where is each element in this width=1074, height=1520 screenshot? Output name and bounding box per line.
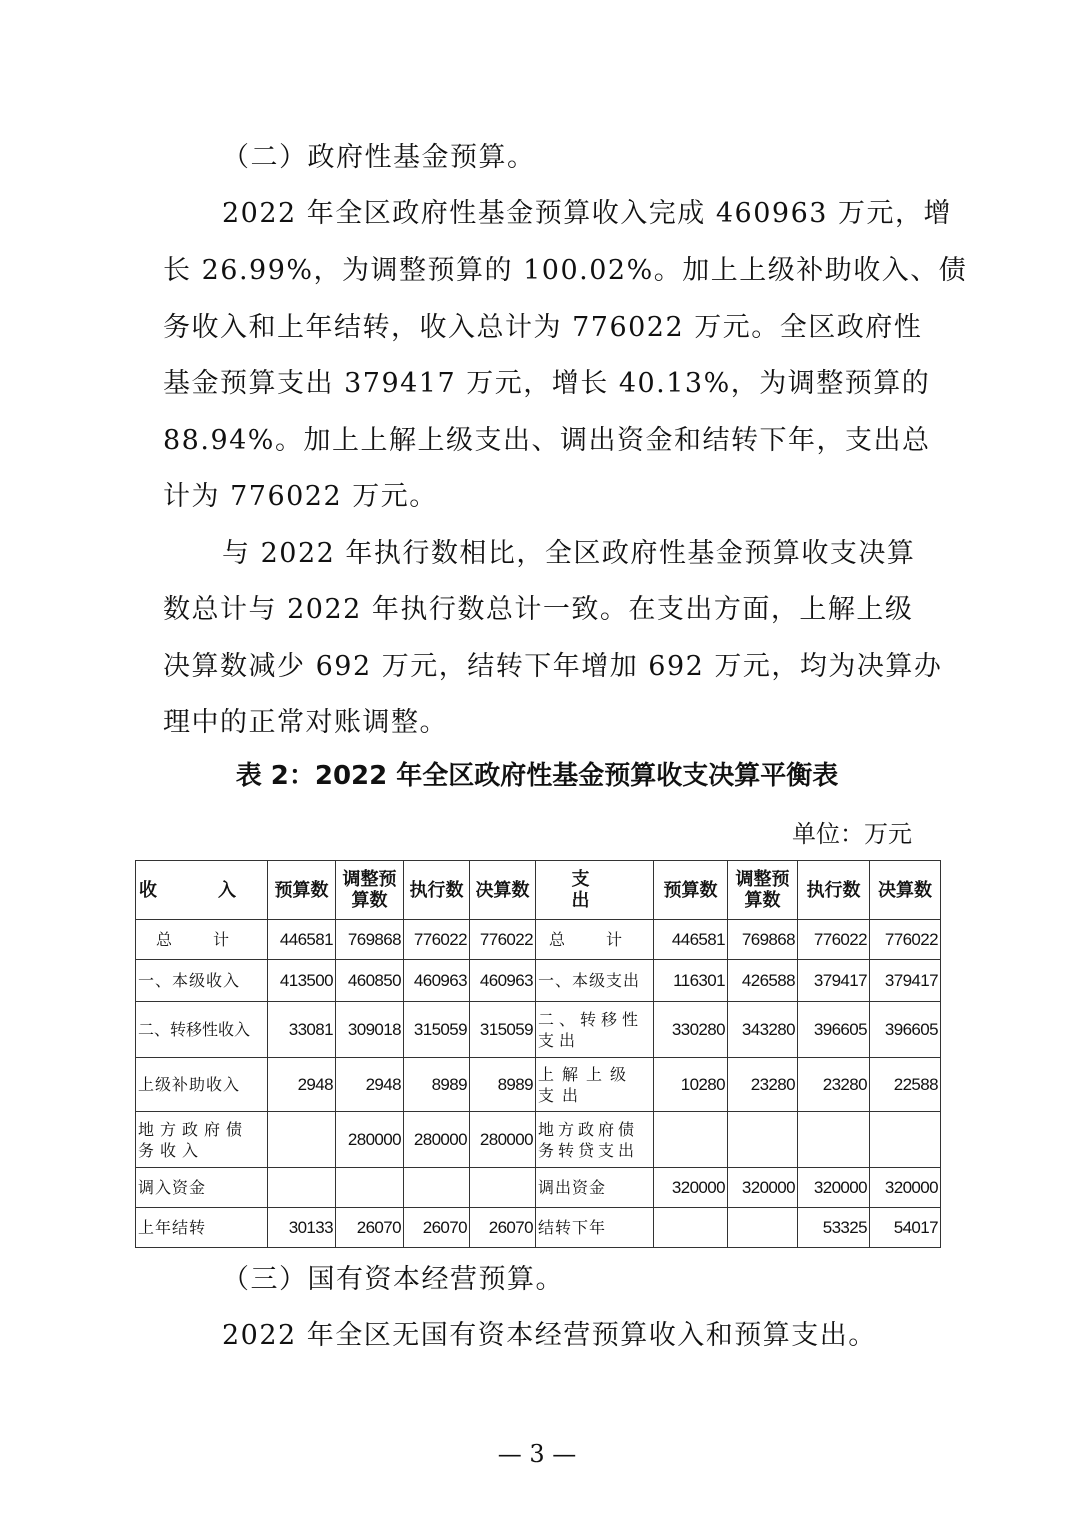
table-title: 表 2：2022 年全区政府性基金预算收支决算平衡表 (235, 761, 839, 791)
cell: 320000 (654, 1168, 728, 1208)
row-label: 上级补助收入 (136, 1058, 268, 1112)
cell: 379417 (798, 960, 870, 1002)
cell: 309018 (336, 1002, 404, 1058)
row-label: 总 计 (136, 920, 268, 960)
cell: 460850 (336, 960, 404, 1002)
paragraph-line: 计为 776022 万元。 (163, 481, 438, 512)
cell: 2948 (336, 1058, 404, 1112)
row-label: 地方政府债务转贷支出 (536, 1112, 654, 1168)
cell: 446581 (654, 920, 728, 960)
cell: 26070 (470, 1208, 536, 1248)
cell: 776022 (798, 920, 870, 960)
cell (336, 1168, 404, 1208)
table-unit: 单位：万元 (792, 820, 912, 848)
cell: 53325 (798, 1208, 870, 1248)
cell (654, 1112, 728, 1168)
cell: 776022 (870, 920, 941, 960)
table-row (136, 920, 941, 960)
cell: 26070 (404, 1208, 470, 1248)
header-budget: 预算数 (268, 861, 336, 920)
cell: 320000 (870, 1168, 941, 1208)
cell: 280000 (470, 1112, 536, 1168)
cell: 116301 (654, 960, 728, 1002)
paragraph-state-capital: 2022 年全区无国有资本经营预算收入和预算支出。 (222, 1320, 877, 1351)
cell (268, 1112, 336, 1168)
cell: 776022 (404, 920, 470, 960)
paragraph-line: 理中的正常对账调整。 (163, 707, 448, 738)
header-executed: 执行数 (798, 861, 870, 920)
table-row (136, 1002, 941, 1058)
table-header-row (136, 861, 941, 920)
row-label: 总 计 (536, 920, 654, 960)
page-number: — 3 — (497, 1440, 577, 1468)
section-heading-government-fund-budget: （二）政府性基金预算。 (222, 142, 536, 173)
header-final-accounts: 决算数 (470, 861, 536, 920)
row-label: 一、本级收入 (136, 960, 268, 1002)
row-label: 地方政府债务收入 (136, 1112, 268, 1168)
section-heading-state-capital-budget: （三）国有资本经营预算。 (222, 1264, 564, 1295)
cell: 379417 (870, 960, 941, 1002)
paragraph-line: 88.94%。加上上解上级支出、调出资金和结转下年，支出总 (163, 425, 931, 456)
table-row (136, 1058, 941, 1112)
header-income: 收 入 (136, 861, 268, 920)
paragraph-line: 数总计与 2022 年执行数总计一致。在支出方面，上解上级 (163, 594, 914, 625)
cell: 315059 (404, 1002, 470, 1058)
table-row (136, 1208, 941, 1248)
paragraph-line: 2022 年全区政府性基金预算收入完成 460963 万元，增 (222, 198, 953, 229)
cell: 330280 (654, 1002, 728, 1058)
cell (798, 1112, 870, 1168)
cell (404, 1168, 470, 1208)
header-final-accounts: 决算数 (870, 861, 941, 920)
table-row (136, 960, 941, 1002)
cell: 54017 (870, 1208, 941, 1248)
cell: 460963 (470, 960, 536, 1002)
header-adjusted-budget: 调整预算数 (728, 861, 798, 920)
cell: 769868 (728, 920, 798, 960)
cell (870, 1112, 941, 1168)
row-label: 上解上级支出 (536, 1058, 654, 1112)
cell: 26070 (336, 1208, 404, 1248)
cell (470, 1168, 536, 1208)
cell: 769868 (336, 920, 404, 960)
table-row (136, 1112, 941, 1168)
cell: 343280 (728, 1002, 798, 1058)
header-budget: 预算数 (654, 861, 728, 920)
paragraph-line: 基金预算支出 379417 万元，增长 40.13%，为调整预算的 (163, 368, 931, 399)
cell: 320000 (798, 1168, 870, 1208)
cell: 460963 (404, 960, 470, 1002)
cell: 446581 (268, 920, 336, 960)
cell (268, 1168, 336, 1208)
row-label: 调出资金 (536, 1168, 654, 1208)
cell: 10280 (654, 1058, 728, 1112)
row-label: 结转下年 (536, 1208, 654, 1248)
cell: 33081 (268, 1002, 336, 1058)
budget-balance-table (135, 860, 941, 1248)
paragraph-line: 长 26.99%，为调整预算的 100.02%。加上上级补助收入、债 (163, 255, 968, 286)
row-label: 调入资金 (136, 1168, 268, 1208)
paragraph-line: 务收入和上年结转，收入总计为 776022 万元。全区政府性 (163, 312, 923, 343)
cell (728, 1208, 798, 1248)
cell (728, 1112, 798, 1168)
cell: 315059 (470, 1002, 536, 1058)
cell: 320000 (728, 1168, 798, 1208)
cell: 426588 (728, 960, 798, 1002)
row-label: 一、本级支出 (536, 960, 654, 1002)
cell: 22588 (870, 1058, 941, 1112)
paragraph-line: 与 2022 年执行数相比，全区政府性基金预算收支决算 (222, 538, 916, 569)
cell: 413500 (268, 960, 336, 1002)
cell: 280000 (404, 1112, 470, 1168)
cell: 8989 (470, 1058, 536, 1112)
row-label: 上年结转 (136, 1208, 268, 1248)
cell (654, 1208, 728, 1248)
cell: 280000 (336, 1112, 404, 1168)
row-label: 二、转移性支出 (536, 1002, 654, 1058)
table-row (136, 1168, 941, 1208)
header-adjusted-budget: 调整预算数 (336, 861, 404, 920)
paragraph-line: 决算数减少 692 万元，结转下年增加 692 万元，均为决算办 (163, 651, 943, 682)
cell: 30133 (268, 1208, 336, 1248)
cell: 396605 (798, 1002, 870, 1058)
cell: 2948 (268, 1058, 336, 1112)
cell: 776022 (470, 920, 536, 960)
cell: 23280 (798, 1058, 870, 1112)
cell: 23280 (728, 1058, 798, 1112)
cell: 8989 (404, 1058, 470, 1112)
cell: 396605 (870, 1002, 941, 1058)
header-executed: 执行数 (404, 861, 470, 920)
row-label: 二、转移性收入 (136, 1002, 268, 1058)
header-expenditure: 支 出 (536, 861, 654, 920)
